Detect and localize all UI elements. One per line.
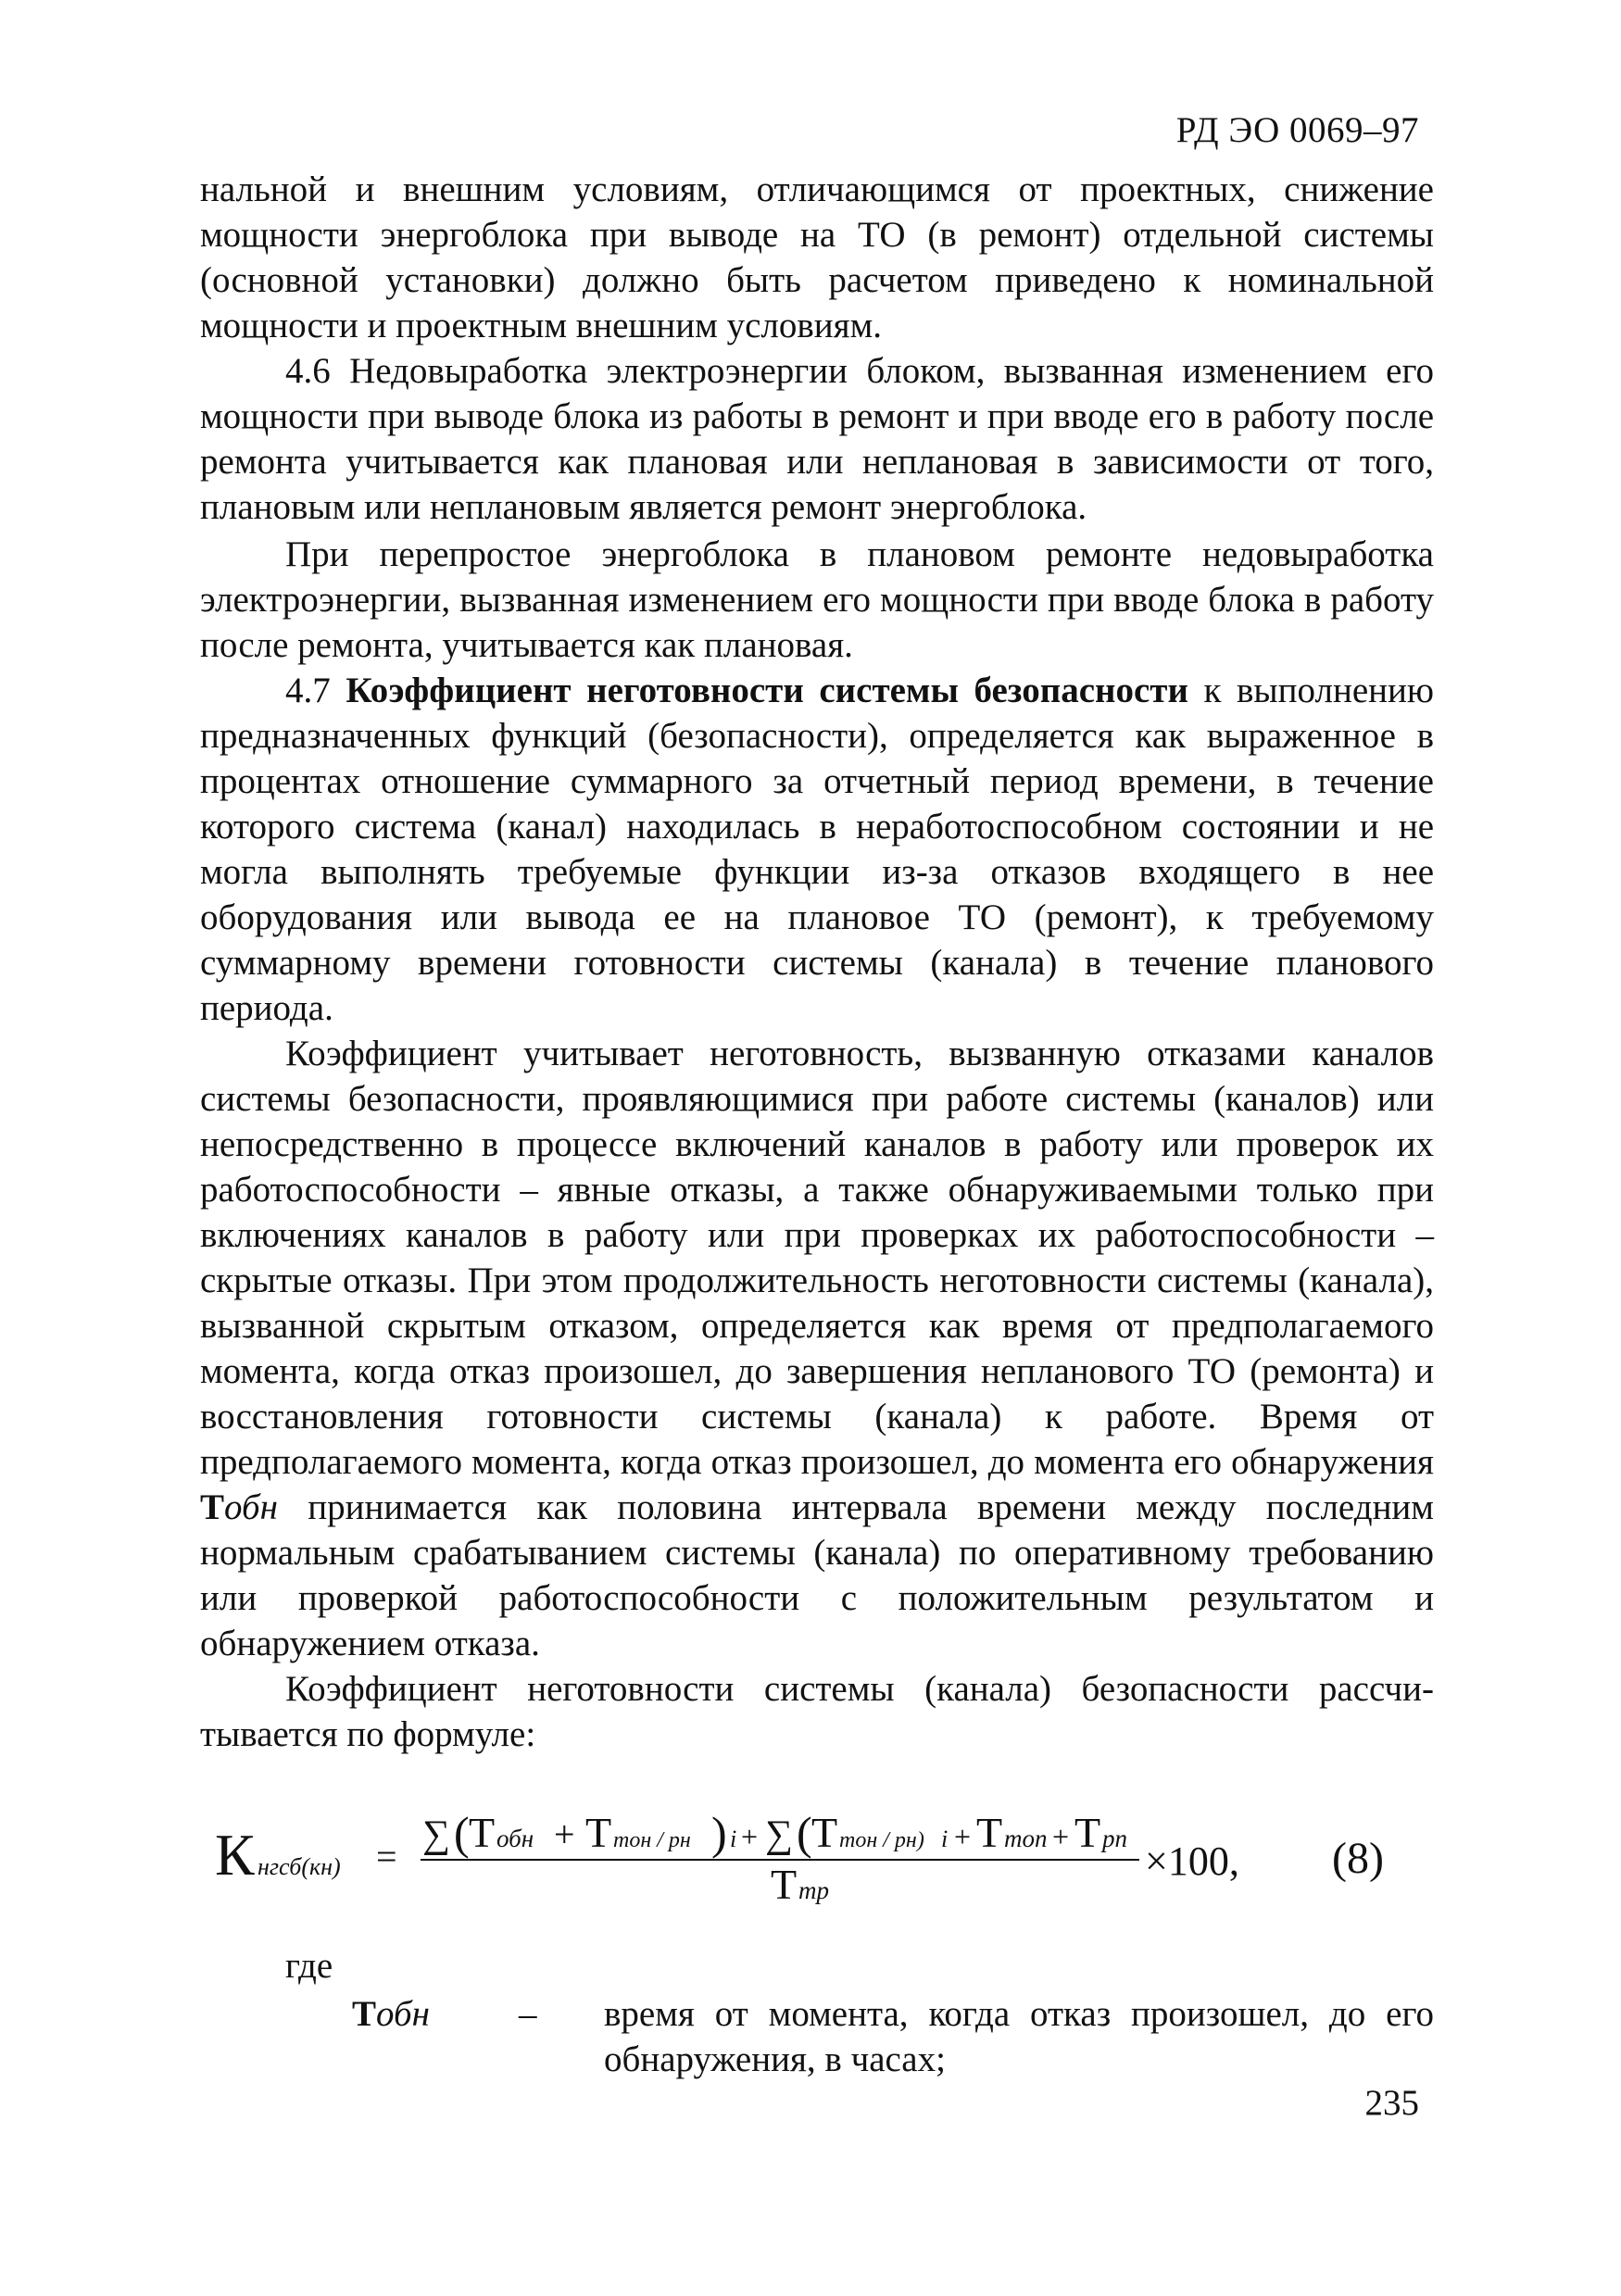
plus-2: + [741,1820,759,1853]
paragraph-4-7 [200,668,1434,1031]
sum-symbol-2: ∑ [765,1813,793,1856]
page-number: 235 [1364,2083,1419,2123]
plus-4: + [1052,1820,1070,1853]
times-100: ×100, [1145,1838,1239,1884]
paragraph-formula-intro: Коэффициент неготовности системы (канала) безопасности рассчитывается по формуле: [200,1669,1434,1754]
sum-symbol-1: ∑ [422,1813,450,1856]
explanation-part-b: принимается как половина интервала времени между последним нормальным срабатыванием системы (канала) по оперативному требованию или проверкой работоспособности с положительным результатом и обнаружением отказа. [200,1487,1434,1663]
t-obn: Т [469,1809,496,1856]
explanation-part-a: Коэффициент учитывает неготовность, вызванную отказами каналов системы безопасности, проявляющимися при работе системы (каналов) или непосредственно в процессе включений каналов в работу или проверок их работоспособности – явные отказы, а также обнаруживаемыми только при включениях каналов в работу или при проверках их работоспособности – скрытые отказы. При этом продолжительность неготовности системы (канала), вызванной скрытым отказом, определяется как время от предполагаемого момента, когда отказ произошел, до завершения непланового ТО (ремонта) и восстановления готовности системы (канала) к работе. Время от предполагаемого момента, когда отказ произошел, до момента его обнаружения [200,1034,1434,1482]
term-bold: Коэффициент неготовности системы безопасности [346,671,1188,710]
plus-1: + [554,1813,575,1855]
t-rp: Т [1074,1809,1101,1856]
sub-top: топ [1004,1825,1048,1852]
index-i-1: i [730,1826,737,1852]
definition-symbol-sub: обн [376,1994,430,2034]
t-ton-rn: Т [585,1809,612,1856]
formula-8 [211,1804,1434,1906]
definition-symbol [352,1991,430,2037]
paren-close-1: ) [711,1807,727,1859]
symbol-t: Т [200,1487,225,1527]
clause-number: 4.7 [285,671,346,710]
paren-open-1: ( [454,1807,470,1859]
where-label: где [285,1946,333,1986]
document-code: РД ЭО 0069–97 [1175,110,1419,150]
sub-ton-rn: тон / рн [613,1828,691,1852]
formula-eq: = [376,1836,397,1877]
t-top: Т [976,1809,1003,1856]
paren-open-2: ( [797,1807,812,1859]
paragraph-coefficient-explanation [200,1031,1434,1666]
paragraph-overrun: При перепростое энергоблока в плановом ремонте недовыработка электроэнергии, вызванная изменением его мощности при вводе блока в работу после ремонта, учитывается как плановая. [200,534,1434,665]
t-tr: Т [771,1861,798,1906]
definition-symbol-t: Т [352,1994,377,2034]
sub-obn: обн [496,1825,534,1852]
paragraph-continuation: нальной и внешним условиям, отличающимся от проектных, снижение мощности энергоблока при выводе на ТО (в ремонт) отдельной системы (основной установки) должно быть расчетом приведено к номинальной мощности и проектным внешним условиям. [200,169,1434,345]
definition-dash: – [519,1994,537,2034]
body-text [200,167,1434,1757]
sub-rp: рп [1102,1825,1127,1852]
plus-3: + [954,1820,972,1853]
sub-tr: тр [798,1876,829,1904]
symbol-sub-obn: обн [224,1487,278,1527]
paragraph-4-6: 4.6 Недовыработка электроэнергии блоком, вызванная изменением его мощности при выводе блока из работы в ремонт и при вводе его в работу после ремонта учитывается как плановая или неплановая в зависимости от того, плановым или неплановым является ремонт энергоблока. [200,351,1434,527]
t-ton-rn-2: Т [811,1809,838,1856]
definition-text: время от момента, когда отказ произошел, до его обнаружения, в часах; [604,1994,1434,2079]
formula-k: К [215,1822,255,1888]
sub-ton-rn-2: тон / рн) [839,1828,924,1852]
clause-text: к выполнению предназначенных функций (безопасности), определяется как выраженное в процентах отношение суммарного за отчетный период времени, в течение которого система (канал) находилась в неработоспособном состоянии и не могла выполнять требуемые функции из-за отказов входящего в нее оборудования или вывода ее на плановое ТО (ремонт), к требуемому суммарному времени готовности системы (канала) в течение планового периода. [200,671,1435,1028]
formula-number: (8) [1332,1834,1384,1883]
index-i-2: i [941,1826,949,1852]
formula-k-sub: нгсб(кн) [258,1853,341,1880]
